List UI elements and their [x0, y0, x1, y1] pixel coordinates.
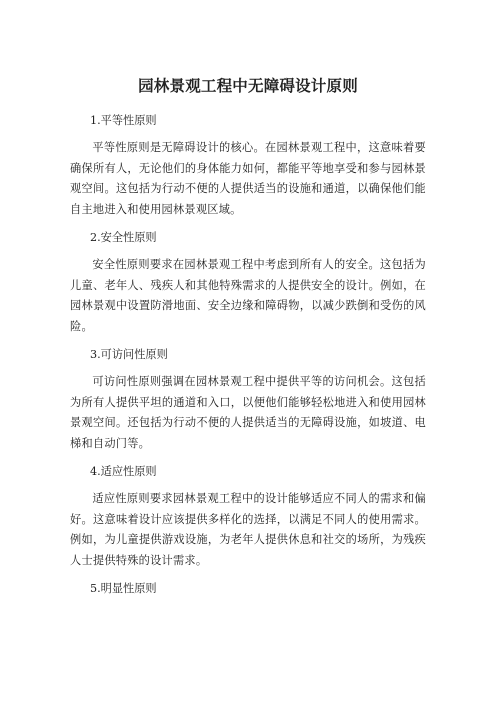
- section-heading: 4.适应性原则: [90, 465, 157, 478]
- section-equality: [70, 112, 426, 220]
- section-heading: 3.可访问性原则: [90, 348, 168, 361]
- section-adaptability: [70, 463, 426, 571]
- section-heading: 1.平等性原则: [90, 114, 157, 127]
- section-paragraph: 安全性原则要求在园林景观工程中考虑到所有人的安全。这包括为儿童、老年人、残疾人和其他特殊需求的人提供安全的设计。例如，在园林景观中设置防滑地面、安全边缘和障碍物，以减少跌倒和受伤的风险。: [70, 258, 426, 333]
- section-heading: 2.安全性原则: [90, 231, 157, 244]
- section-accessibility: [70, 346, 426, 454]
- section-heading: 5.明显性原则: [90, 582, 157, 595]
- section-safety: [70, 229, 426, 337]
- document-title: 园林景观工程中无障碍设计原则: [138, 77, 358, 95]
- section-paragraph: 适应性原则要求园林景观工程中的设计能够适应不同人的需求和偏好。这意味着设计应该提供多样化的选择，以满足不同人的使用需求。例如，为儿童提供游戏设施，为老年人提供休息和社交的场所，为残疾人士提供特殊的设计需求。: [70, 492, 426, 567]
- section-paragraph: 平等性原则是无障碍设计的核心。在园林景观工程中，这意味着要确保所有人，无论他们的身体能力如何，都能平等地享受和参与园林景观空间。这包括为行动不便的人提供适当的设施和通道，以确保他们能自主地进入和使用园林景观区域。: [70, 141, 426, 216]
- section-paragraph: 可访问性原则强调在园林景观工程中提供平等的访问机会。这包括为所有人提供平坦的通道和入口，以便他们能够轻松地进入和使用园林景观空间。还包括为行动不便的人提供适当的无障碍设施，如坡道、电梯和自动门等。: [70, 375, 426, 450]
- section-visibility: [70, 580, 426, 598]
